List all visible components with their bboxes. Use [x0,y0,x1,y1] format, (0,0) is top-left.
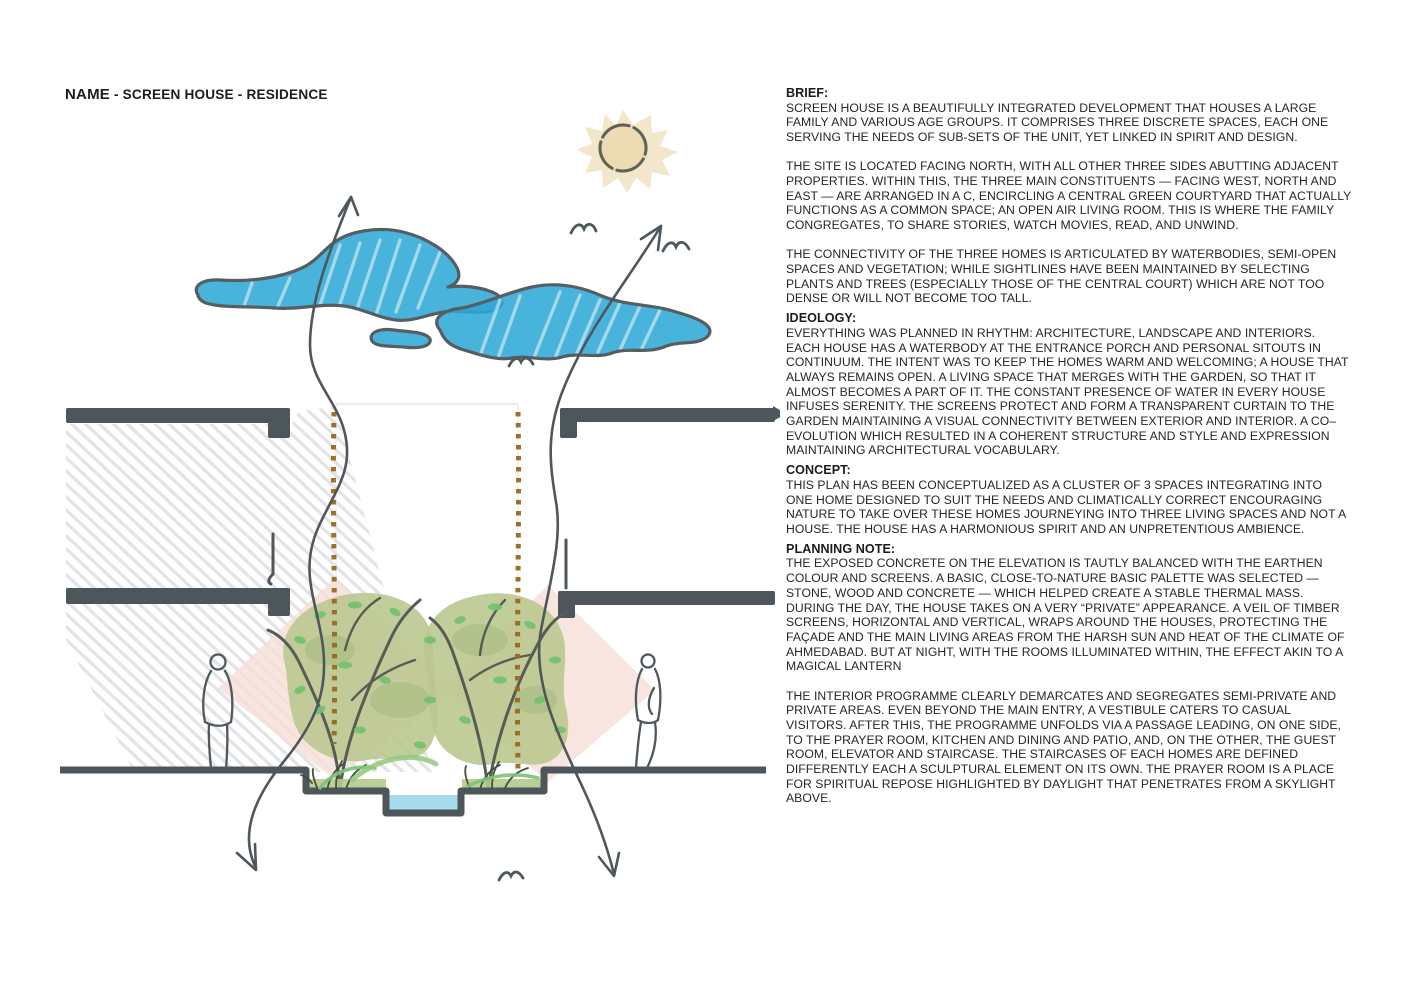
cloud-small-blob [371,330,430,348]
section-ideology [786,311,1352,458]
title-separator: - [109,87,123,102]
project-title [65,86,328,104]
water-pool [389,795,459,812]
section-planning-note [786,542,1352,806]
sun-icon [577,110,678,193]
title-value: SCREEN HOUSE - RESIDENCE [122,87,328,102]
paragraph: THE SITE IS LOCATED FACING NORTH, WITH ALL OTHER THREE SIDES ABUTTING ADJACENT PROPERTIES. WITHIN THIS, THE THREE MAIN CONSTITUENTS — FACING WEST, NORTH AND EAST — ARE ARRANGED IN A C, ENCIRCLING A CENTRAL GREEN COURTYARD THAT ACTUALLY FUNCTIONS AS A COMMON SPACE; AN OPEN AIR LIVING ROOM. THIS IS WHERE THE FAMILY CONGREGATES, TO SHARE STORIES, WATCH MOVIES, READ, AND UNWIND. [786,159,1352,233]
section-brief [786,86,1352,306]
title-field-label: NAME [65,86,110,103]
person-right [636,655,660,770]
section-concept [786,463,1352,537]
clouds [196,229,710,358]
section-heading-brief: BRIEF: [786,86,829,100]
paragraph: THE EXPOSED CONCRETE ON THE ELEVATION IS TAUTLY BALANCED WITH THE EARTHEN COLOUR AND SCREENS. A BASIC, CLOSE-TO-NATURE BASIC PALETTE WAS SELECTED — STONE, WOOD AND CONCRETE — WHICH HELPED CREATE A STABLE THERMAL MASS. DURING THE DAY, THE HOUSE TAKES ON A VERY “PRIVATE” APPEARANCE. A VEIL OF TIMBER SCREENS, HORIZONTAL AND VERTICAL, WRAPS AROUND THE HOUSES, PROTECTING THE FAÇADE AND THE MAIN LIVING AREAS FROM THE HARSH SUN AND HEAT OF THE CLIMATE OF AHMEDABAD. BUT AT NIGHT, WITH THE ROOMS ILLUMINATED WITHIN, THE EFFECT AKIN TO A MAGICAL LANTERN [786,556,1345,674]
project-description [786,86,1352,806]
paragraph: SCREEN HOUSE IS A BEAUTIFULLY INTEGRATED DEVELOPMENT THAT HOUSES A LARGE FAMILY AND VARIOUS AGE GROUPS. IT COMPRISES THREE DISCRETE SPACES, EACH ONE SERVING THE NEEDS OF SUB-SETS OF THE UNIT, YET LINKED IN SPIRIT AND DESIGN. [786,100,1329,145]
section-heading-planning: PLANNING NOTE: [786,541,896,556]
section-heading-concept: CONCEPT: [786,463,851,478]
section-heading-ideology: IDEOLOGY: [786,311,857,326]
paragraph: THIS PLAN HAS BEEN CONCEPTUALIZED AS A CLUSTER OF 3 SPACES INTEGRATING INTO ONE HOME DESIGNED TO SUIT THE NEEDS AND CLIMATICALLY CORRECT ENCOURAGING NATURE TO TAKE OVER THESE HOMES JOURNEYING INTO THREE LIVING SPACES AND NOT A HOUSE. THE HOUSE HAS A HARMONIOUS SPIRIT AND AN UNPRETENTIOUS AMBIENCE. [786,477,1346,536]
paragraph: EVERYTHING WAS PLANNED IN RHYTHM: ARCHITECTURE, LANDSCAPE AND INTERIORS. EACH HOUSE HAS A WATERBODY AT THE ENTRANCE PORCH AND PERSONAL SITOUTS IN CONTINUUM. THE INTENT WAS TO KEEP THE HOMES WARM AND WELCOMING; A HOUSE THAT ALWAYS REMAINS OPEN. A LIVING SPACE THAT MERGES WITH THE GARDEN, SO THAT IT ALMOST BECOMES A PART OF IT. THE CONSTANT PRESENCE OF WATER IN EVERY HOUSE INFUSES SERENITY. THE SCREENS PROTECT AND FORM A TRANSPARENT CURTAIN TO THE GARDEN MAINTAINING A VISUAL CONNECTIVITY BETWEEN EXTERIOR AND INTERIOR. A CO–EVOLUTION WHICH RESULTED IN A COHERENT STRUCTURE AND STYLE AND EXPRESSION MAINTAINING ARCHITECTURAL VOCABULARY. [786,325,1349,458]
paragraph: THE CONNECTIVITY OF THE THREE HOMES IS ARTICULATED BY WATERBODIES, SEMI-OPEN SPACES AND VEGETATION; WHILE SIGHTLINES HAVE BEEN MAINTAINED BY SELECTING PLANTS AND TREES (ESPECIALLY THOSE OF THE CENTRAL COURT) WHICH ARE NOT TOO DENSE OR WILL NOT BECOME TOO TALL. [786,247,1337,306]
paragraph: THE INTERIOR PROGRAMME CLEARLY DEMARCATES AND SEGREGATES SEMI-PRIVATE AND PRIVATE AREAS. EVEN BEYOND THE MAIN ENTRY, A VESTIBULE CATERS TO CASUAL VISITORS. AFTER THIS, THE PROGRAMME UNFOLDS VIA A PASSAGE LEADING, ON ONE SIDE, TO THE PRAYER ROOM, KITCHEN AND DINING AND PATIO, AND, ON THE OTHER, THE GUEST ROOM, ELEVATOR AND STAIRCASE. THE STAIRCASES OF EACH HOMES ARE DEFINED DIFFERENTLY EACH A SCULPTURAL ELEMENT ON ITS OWN. THE PRAYER ROOM IS A PLACE FOR SPIRITUAL REPOSE HIGHLIGHTED BY DAYLIGHT THAT PENETRATES FROM A SKYLIGHT ABOVE. [786,688,1341,806]
cloud-left [196,229,502,320]
